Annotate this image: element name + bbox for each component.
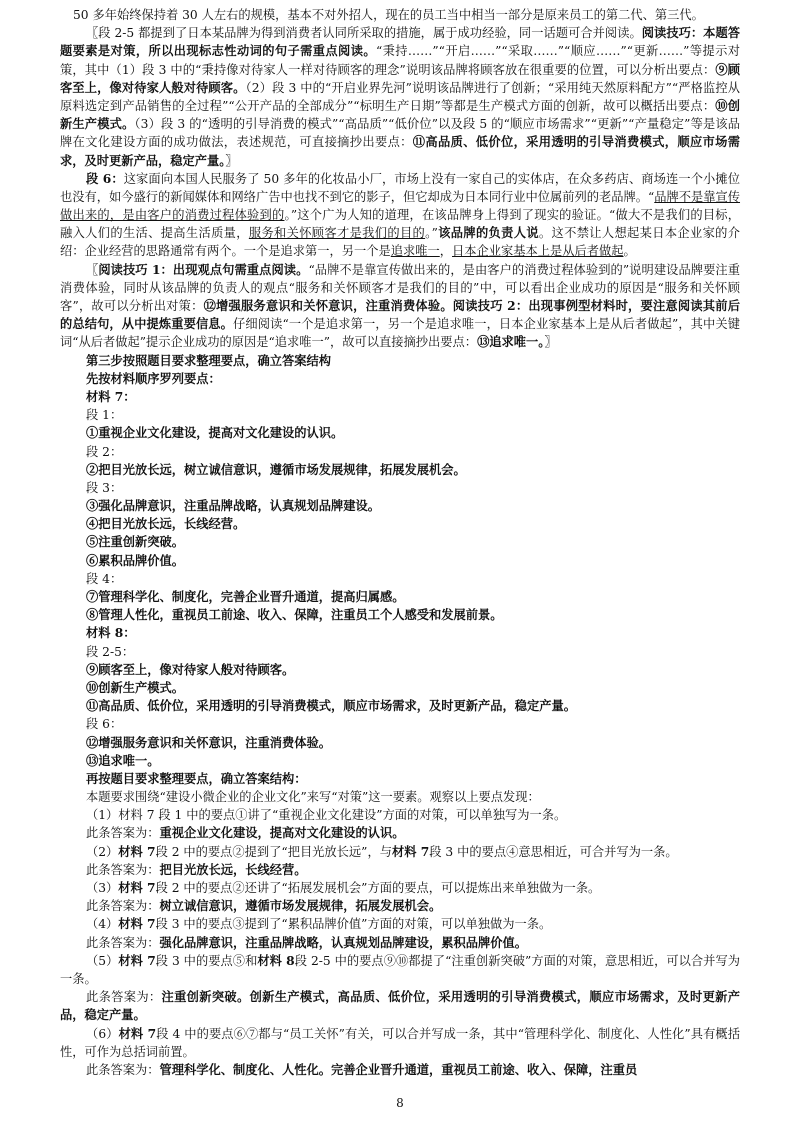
point-9: ⑨顾客至上，像对待家人般对待顾客。 bbox=[60, 61, 741, 95]
material-paragraph-seg6: 段 6：这家面向本国人民服务了 50 多年的化妆品小厂，市场上没有一家自己的实体店，在众多药店、商场连一个小摊位也没有，如今盛行的新闻媒体和网络广告中也找不到它的影子，但它却成为日本同行业中位属前列的老品牌。“品牌不是靠宣传做出来的，是由客户的消费过程体验到的。”这个广为人知的道理，在该品牌身上得到了现实的验证。“做大不是我们的目标，融入人们的生活、提高生活质量，服务和关怀顾客才是我们的目的。”该品牌的负责人说。这不禁让人想起某日本企业家的介绍：企业经营的思路通常有两个。一个是追求第一，另一个是追求唯一，日本企业家基本上是从后者做起。 bbox=[60, 170, 741, 259]
segment-label: 段 3： bbox=[86, 480, 123, 495]
answer-2: 此条答案为：把目光放长远，长线经营。 bbox=[86, 861, 307, 877]
analysis-item-1: （1）材料 7 段 1 中的要点①讲了“重视企业文化建设”方面的对策，可以单独写为一条。 bbox=[86, 808, 567, 823]
list-point-1: ①重视企业文化建设，提高对文化建设的认识。 bbox=[86, 425, 344, 441]
material-8-label: 材料 8： bbox=[86, 625, 136, 641]
analysis-paragraph-seg6: 〖阅读技巧 1：出现观点句需重点阅读。“品牌不是靠宣传做出来的，是由客户的消费过程体验到的”说明建设品牌要注重消费体验，同时从该品牌的负责人的观点“服务和关怀顾客才是我们的目的”中，可以看出企业成功的原因是“服务和关怀顾客”，故可以分析出对策：⑫增强服务意识和关怀意识，注重消费体验。阅读技巧 2：出现事例型材料时，要注意阅读其前后的总结句，从中提炼重要信息。仔细阅读“一个是追求第一，另一个是追求唯一，日本企业家基本上是从后者做起”，其中关键词“从后者做起”提示企业成功的原因是“追求唯一”，故可以直接摘抄出要点：⑬追求唯一。〗 bbox=[60, 261, 741, 350]
list-point-6: ⑥累积品牌价值。 bbox=[86, 552, 184, 568]
reading-tip-1: 阅读技巧 1：出现观点句需重点阅读。 bbox=[98, 261, 309, 277]
answer-3: 此条答案为：树立诚信意识，遵循市场发展规律，拓展发展机会。 bbox=[86, 898, 442, 914]
analysis-item-5: （5）材料 7段 3 中的要点⑤和材料 8段 2-5 中的要点⑨⑩都提了“注重创新突破”方面的对策，意思相近，可以合并写为一条。 bbox=[60, 952, 740, 986]
page-number: 8 bbox=[396, 1096, 404, 1110]
reading-tip: 阅读技巧：本题答题要素是对策，所以出现标志性动词的句子需重点阅读。 bbox=[60, 25, 740, 59]
list-point-8: ⑧管理人性化，重视员工前途、收入、保障，注重员工个人感受和发展前景。 bbox=[86, 607, 503, 623]
segment-label: 段 2： bbox=[86, 444, 123, 459]
list-point-11: ⑪高品质、低价位，采用透明的引导消费模式，顺应市场需求，及时更新产品，稳定产量。 bbox=[86, 698, 576, 714]
analysis-item-2: （2）材料 7段 2 中的要点②提到了“把目光放长远”，与材料 7段 3 中的要点④意思相近，可合并写为一条。 bbox=[86, 843, 678, 859]
analysis-item-4: （4）材料 7段 3 中的要点③提到了“累积品牌价值”方面的对策，可以单独做为一条。 bbox=[86, 916, 552, 932]
segment-label: 段 2-5： bbox=[86, 644, 135, 659]
structure-heading: 再按题目要求整理要点，确立答案结构： bbox=[86, 770, 307, 786]
analysis-item-6: （6）材料 7段 4 中的要点⑥⑦都与“员工关怀”有关，可以合并写成一条，其中“管理科学化、制度化、人性化”具有概括性，可作为总括词前置。 bbox=[60, 1025, 740, 1059]
answer-5: 此条答案为：注重创新突破。创新生产模式，高品质、低价位，采用透明的引导消费模式，顺应市场需求，及时更新产品，稳定产量。 bbox=[60, 989, 740, 1023]
point-12-and-tip-2: ⑫增强服务意识和关怀意识，注重消费体验。阅读技巧 2：出现事例型材料时，要注意阅读其前后的总结句，从中提炼重要信息。 bbox=[60, 298, 740, 332]
point-11: ⑪高品质、低价位，采用透明的引导消费模式，顺应市场需求，及时更新产品，稳定产量。 bbox=[60, 134, 741, 168]
segment-label: 段 1： bbox=[86, 408, 123, 423]
analysis-item-3: （3）材料 7段 2 中的要点②还讲了“拓展发展机会”方面的要点，可以提炼出来单独做为一条。 bbox=[86, 880, 601, 895]
paragraph-continuation: 50 多年始终保持着 30 人左右的规模，基本不对外招人，现在的员工当中相当一部分是原来员工的第二代、第三代。 bbox=[73, 8, 704, 22]
order-heading: 先按材料顺序罗列要点： bbox=[86, 370, 221, 386]
segment-label: 段 6： bbox=[86, 717, 123, 732]
list-point-9: ⑨顾客至上，像对待家人般对待顾客。 bbox=[86, 661, 295, 677]
list-point-4: ④把目光放长远，长线经营。 bbox=[86, 516, 246, 532]
list-point-7: ⑦管理科学化、制度化，完善企业晋升通道，提高归属感。 bbox=[86, 589, 405, 604]
answer-4: 此条答案为：强化品牌意识，注重品牌战略，认真规划品牌建设，累积品牌价值。 bbox=[86, 934, 527, 950]
segment-label: 段 4： bbox=[86, 571, 123, 586]
answer-1: 此条答案为：重视企业文化建设，提高对文化建设的认识。 bbox=[86, 825, 405, 841]
list-point-2: ②把目光放长远，树立诚信意识，遵循市场发展规律，拓展发展机会。 bbox=[86, 461, 466, 477]
step3-heading: 第三步按照题目要求整理要点，确立答案结构 bbox=[86, 352, 331, 368]
structure-intro: 本题要求围绕“建设小微企业的企业文化”来写“对策”这一要素。观察以上要点发现： bbox=[86, 790, 540, 805]
page-body bbox=[60, 6, 740, 1079]
segment-label: 段 6： bbox=[86, 170, 124, 186]
list-point-3: ③强化品牌意识，注重品牌战略，认真规划品牌建设。 bbox=[86, 498, 380, 514]
list-point-10: ⑩创新生产模式。 bbox=[86, 679, 184, 695]
answer-6: 此条答案为：管理科学化、制度化、人性化。完善企业晋升通道，重视员工前途、收入、保障，注重员 bbox=[86, 1061, 638, 1077]
analysis-paragraph-seg2-5: 〖段 2-5 都提到了日本某品牌为得到消费者认同所采取的措施，属于成功经验，同一话题可合并阅读。阅读技巧：本题答题要素是对策，所以出现标志性动词的句子需重点阅读。“秉持……”“开启……”“采取……”“顺应……”“更新……”等提示对策，其中（1）段 3 中的“秉持像对待家人一样对待顾客的理念”说明该品牌将顾客放在很重要的位置，可以分析出要点：⑨顾客至上，像对待家人般对待顾客。（2）段 3 中的“开启业界先河”说明该品牌进行了创新；“采用纯天然原料配方”“严格监控从原料选定到产品销售的全过程”“公开产品的全部成分”“标明生产日期”等都是生产模式方面的创新，故可以概括出要点：⑩创新生产模式。（3）段 3 的“透明的引导消费的模式”“高品质”“低价位”以及段 5 的“顺应市场需求”“更新”“产量稳定”等是该品牌在文化建设方面的成功做法，表述规范，可直接摘抄出要点：⑪高品质、低价位，采用透明的引导消费模式，顺应市场需求，及时更新产品，稳定产量。〗 bbox=[60, 25, 741, 168]
point-13: ⑬追求唯一。 bbox=[477, 334, 545, 350]
list-point-12: ⑫增强服务意识和关怀意识，注重消费体验。 bbox=[86, 734, 331, 750]
list-point-13: ⑬追求唯一。 bbox=[86, 752, 160, 768]
point-10: ⑩创新生产模式。 bbox=[60, 97, 741, 132]
material-7-label: 材料 7： bbox=[86, 388, 136, 404]
list-point-5: ⑤注重创新突破。 bbox=[86, 534, 184, 550]
